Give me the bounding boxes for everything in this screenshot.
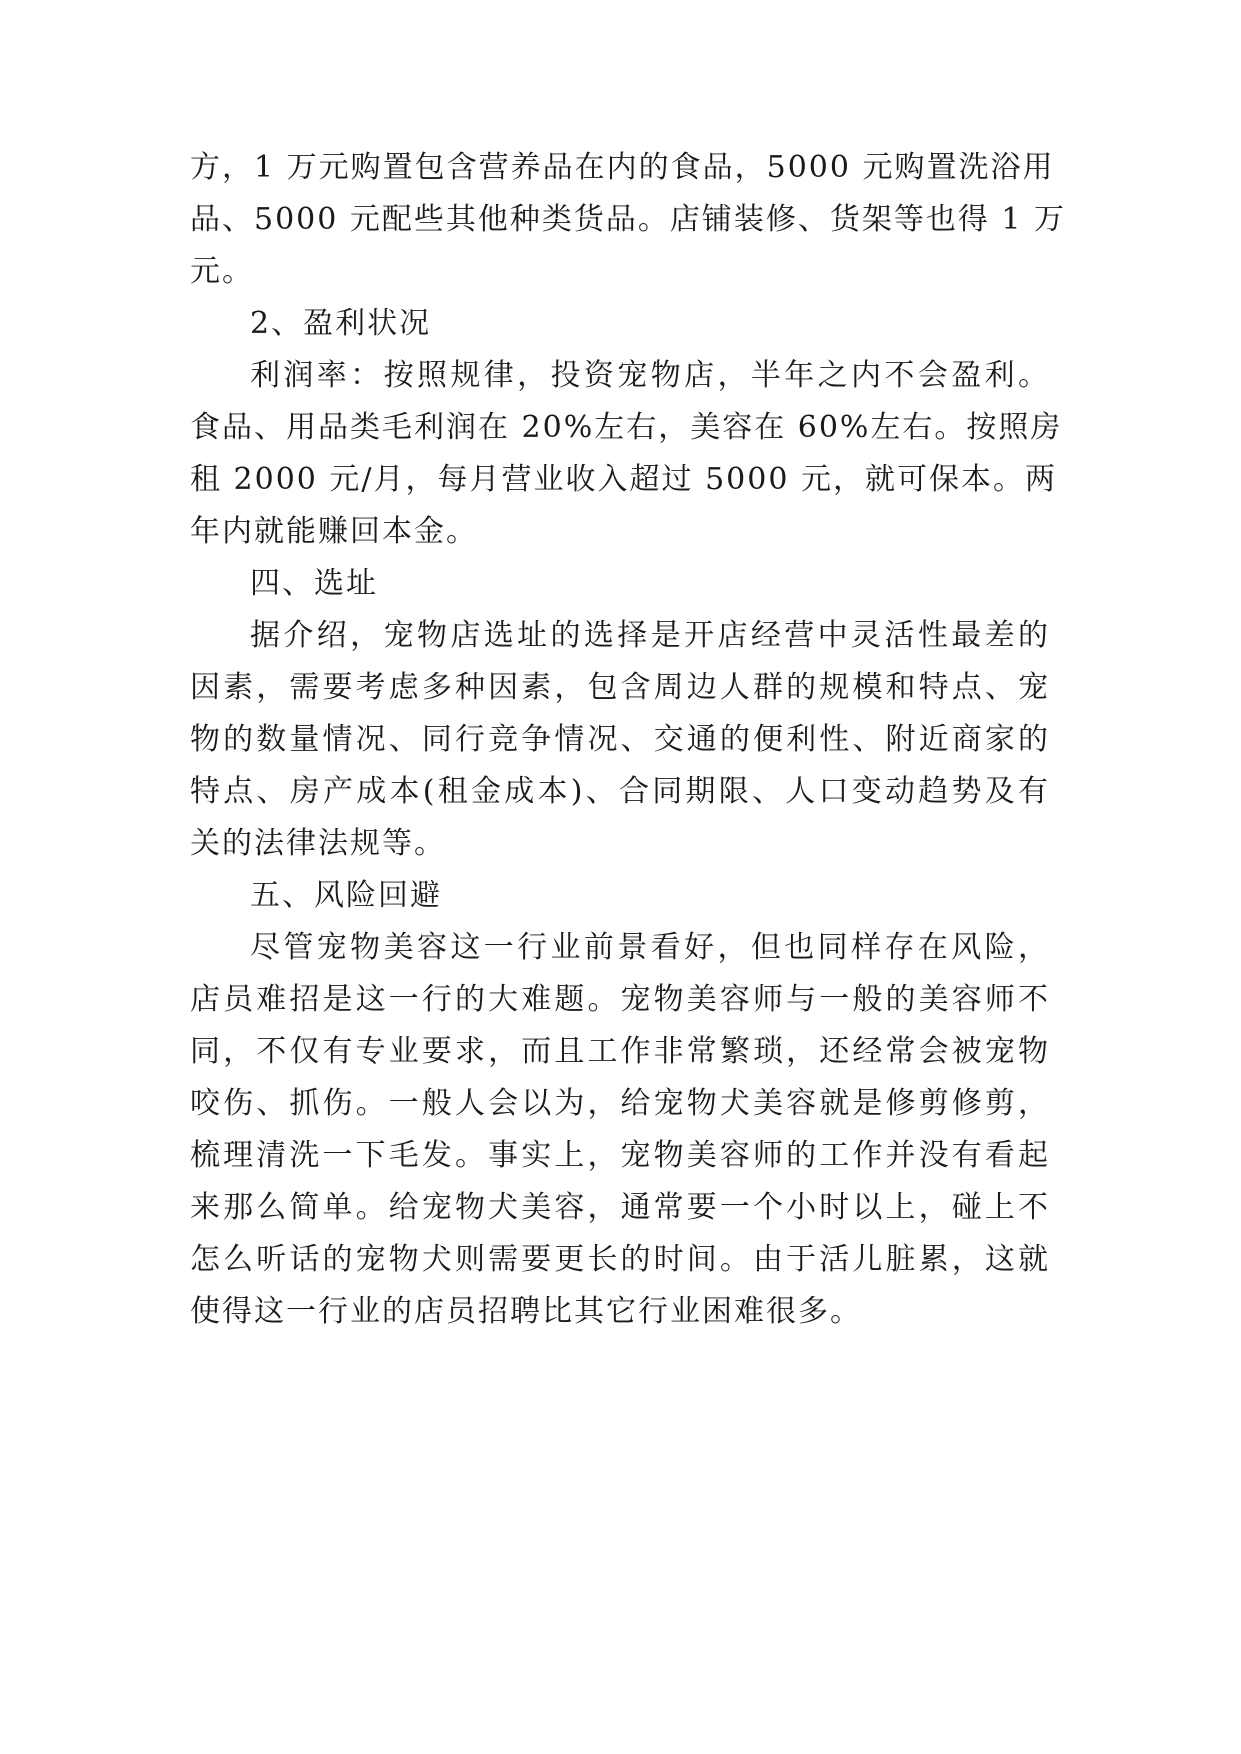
- text-line: 关的法律法规等。: [190, 826, 446, 861]
- text-line: 同，不仅有专业要求，而且工作非常繁琐，还经常会被宠物: [190, 1034, 1050, 1069]
- section-heading: 2、盈利状况: [250, 306, 432, 341]
- text-line: 来那么简单。给宠物犬美容，通常要一个小时以上，碰上不: [190, 1190, 1050, 1225]
- text-line: 梳理清洗一下毛发。事实上，宠物美容师的工作并没有看起: [190, 1138, 1050, 1173]
- text-line: 特点、房产成本(租金成本)、合同期限、人口变动趋势及有: [190, 774, 1050, 809]
- text-line: 店员难招是这一行的大难题。宠物美容师与一般的美容师不: [190, 982, 1050, 1017]
- text-line: 怎么听话的宠物犬则需要更长的时间。由于活儿脏累，这就: [190, 1242, 1050, 1277]
- text-line: 咬伤、抓伤。一般人会以为，给宠物犬美容就是修剪修剪，: [190, 1086, 1050, 1121]
- text-line: 年内就能赚回本金。: [190, 514, 478, 549]
- text-line: 品、5000 元配些其他种类货品。店铺装修、货架等也得 1 万: [190, 202, 1067, 237]
- text-line: 利润率：按照规律，投资宠物店，半年之内不会盈利。: [250, 358, 1050, 393]
- section-heading: 四、选址: [250, 566, 378, 601]
- text-line: 租 2000 元/月，每月营业收入超过 5000 元，就可保本。两: [190, 462, 1057, 497]
- text-line: 因素，需要考虑多种因素，包含周边人群的规模和特点、宠: [190, 670, 1050, 705]
- text-line: 元。: [190, 254, 254, 289]
- section-heading: 五、风险回避: [250, 878, 442, 913]
- text-line: 食品、用品类毛利润在 20%左右，美容在 60%左右。按照房: [190, 410, 1063, 445]
- text-line: 尽管宠物美容这一行业前景看好，但也同样存在风险，: [250, 930, 1050, 965]
- text-line: 物的数量情况、同行竞争情况、交通的便利性、附近商家的: [190, 722, 1050, 757]
- text-line: 据介绍，宠物店选址的选择是开店经营中灵活性最差的: [250, 618, 1050, 653]
- text-line: 方，1 万元购置包含营养品在内的食品，5000 元购置洗浴用: [190, 150, 1055, 185]
- text-line: 使得这一行业的店员招聘比其它行业困难很多。: [190, 1294, 862, 1329]
